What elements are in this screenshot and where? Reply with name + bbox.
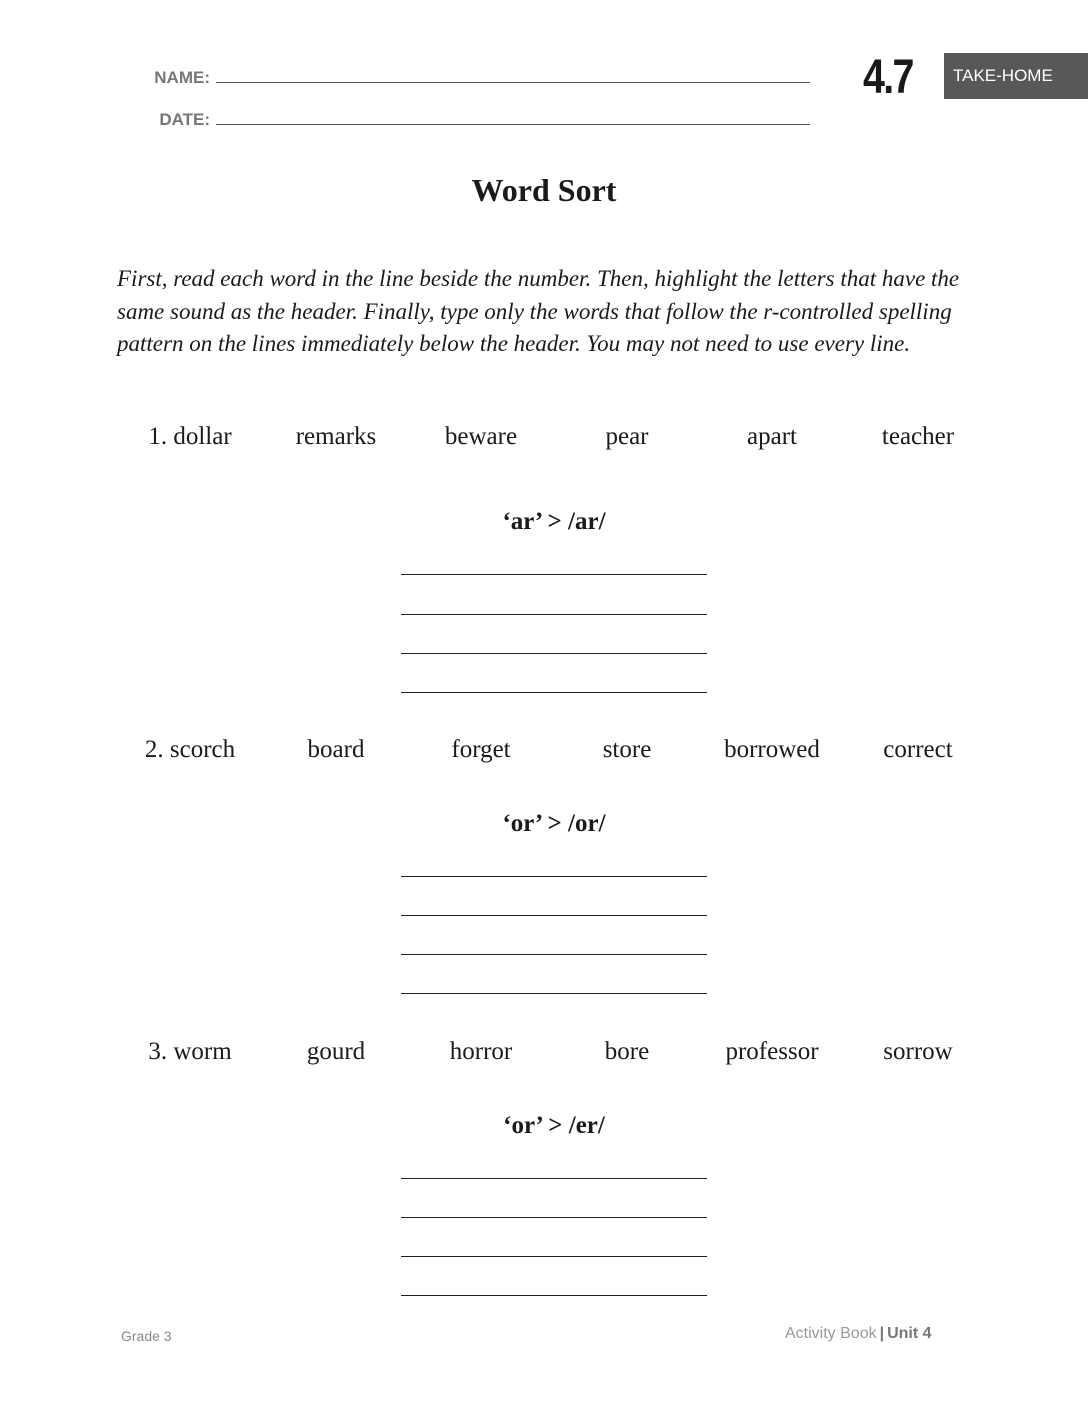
word-3-4: bore [604,1038,650,1065]
answer-line[interactable] [401,692,707,693]
word-1-2: remarks [295,423,377,450]
word-3-5: professor [725,1038,819,1065]
take-home-tag: TAKE-HOME [944,53,1088,99]
word-2-1: 2. scorch [144,736,236,763]
word-3-6: sorrow [883,1038,953,1065]
answer-line[interactable] [401,1256,707,1257]
answer-line[interactable] [401,614,707,615]
date-label: DATE: [159,110,210,129]
answer-line[interactable] [401,1295,707,1296]
word-2-5: borrowed [724,736,820,763]
answer-line[interactable] [401,876,707,877]
word-2-2: board [307,736,365,763]
word-2-3: forget [451,736,511,763]
footer-grade: Grade 3 [121,1328,172,1344]
footer-separator: | [879,1325,885,1342]
section-header-2: ‘or’ > /or/ [502,810,606,837]
word-1-5: apart [747,423,797,450]
word-2-4: store [602,736,652,763]
footer-book-title: Activity Book [785,1325,877,1342]
answer-line[interactable] [401,993,707,994]
word-3-1: 3. worm [148,1038,232,1065]
lesson-number: 4.7 [863,51,913,104]
word-1-1: 1. dollar [148,423,232,450]
instructions: First, read each word in the line beside the number. Then, highlight the letters that have the same sound as the header. Finally, type only the words that follow the r-controlled spelling pattern on the lines immediately below the header. You may not need to use every line. [117,266,960,356]
word-3-3: horror [449,1038,513,1065]
section-header-3: ‘or’ > /er/ [503,1112,605,1139]
section-header-1: ‘ar’ > /ar/ [502,508,606,535]
name-label: NAME: [154,68,210,87]
page-title: Word Sort [471,172,617,208]
date-field[interactable] [216,124,810,125]
answer-line[interactable] [401,653,707,654]
word-1-4: pear [605,423,649,450]
answer-line[interactable] [401,915,707,916]
word-3-2: gourd [306,1038,366,1065]
word-1-6: teacher [881,423,955,450]
word-1-3: beware [444,423,518,450]
footer-book [785,1325,932,1343]
answer-line[interactable] [401,954,707,955]
name-field[interactable] [216,82,810,83]
answer-line[interactable] [401,1178,707,1179]
word-2-6: correct [883,736,953,763]
answer-line[interactable] [401,574,707,575]
answer-line[interactable] [401,1217,707,1218]
footer-unit: Unit 4 [887,1325,932,1342]
